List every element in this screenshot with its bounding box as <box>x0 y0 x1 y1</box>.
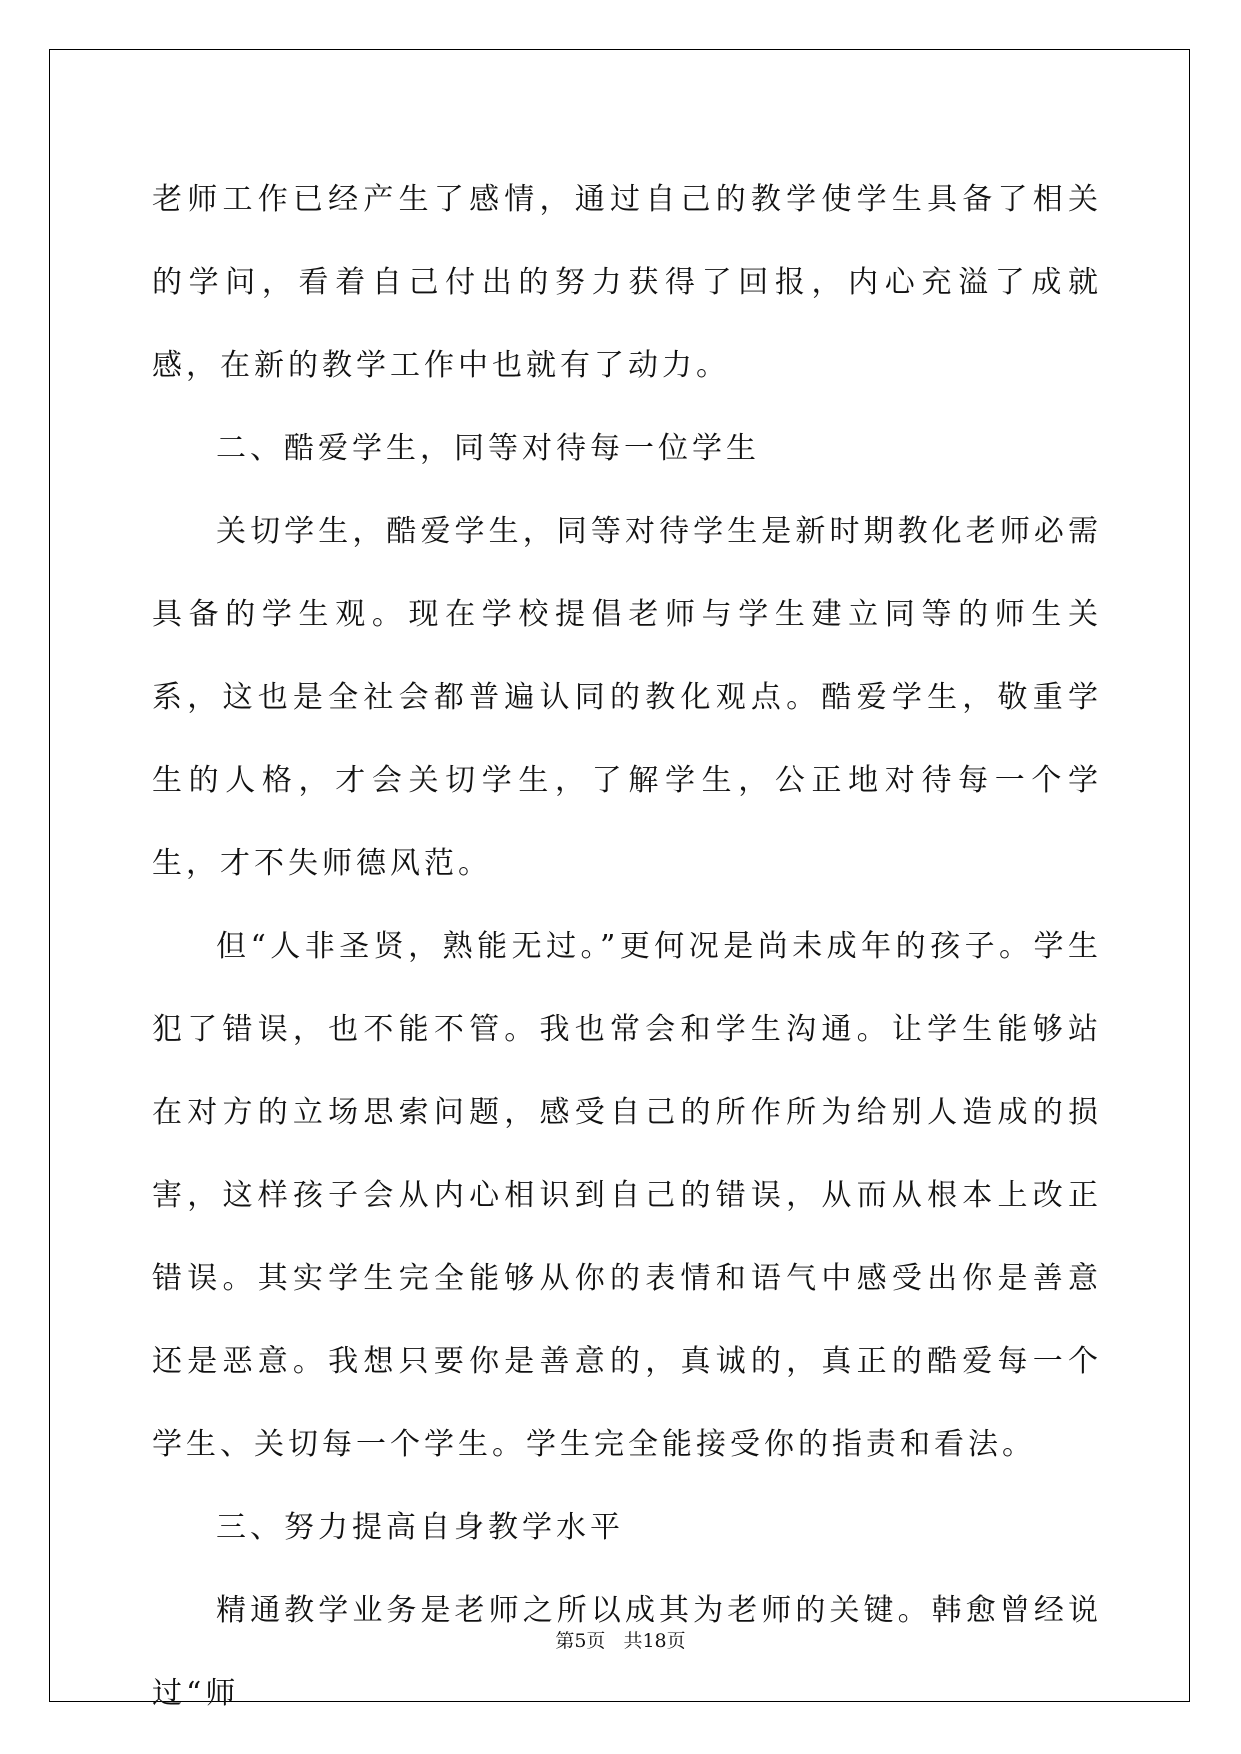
paragraph-3: 关切学生，酷爱学生，同等对待学生是新时期教化老师必需具备的学生观。现在学校提倡老师与学生建立同等的师生关系，这也是全社会都普遍认同的教化观点。酷爱学生，敬重学生的人格，才会关切学生，了解学生，公正地对待每一个学生，才不失师德风范。 <box>152 514 1102 881</box>
paragraph-1: 老师工作已经产生了感情，通过自己的教学使学生具备了相关的学问，看着自己付出的努力获得了回报，内心充溢了成就感，在新的教学工作中也就有了动力。 <box>152 182 1102 383</box>
page-number: 第5页 <box>555 1630 606 1652</box>
document-body <box>152 158 1102 1735</box>
page-footer <box>0 1626 1241 1653</box>
paragraph-4: 但“人非圣贤，熟能无过。”更何况是尚未成年的孩子。学生犯了错误，也不能不管。我也常会和学生沟通。让学生能够站在对方的立场思索问题，感受自己的所作所为给别人造成的损害，这样孩子会从内心相识到自己的错误，从而从根本上改正错误。其实学生完全能够从你的表情和语气中感受出你是善意还是恶意。我想只要你是善意的，真诚的，真正的酷爱每一个学生、关切每一个学生。学生完全能接受你的指责和看法。 <box>152 929 1102 1462</box>
page-total: 共18页 <box>623 1630 686 1652</box>
section-heading-3: 三、努力提高自身教学水平 <box>216 1510 624 1545</box>
section-heading-2: 二、酷爱学生，同等对待每一位学生 <box>216 431 760 466</box>
paragraph-6: 精通教学业务是老师之所以成其为老师的关键。韩愈曾经说过“师 <box>152 1593 1102 1711</box>
